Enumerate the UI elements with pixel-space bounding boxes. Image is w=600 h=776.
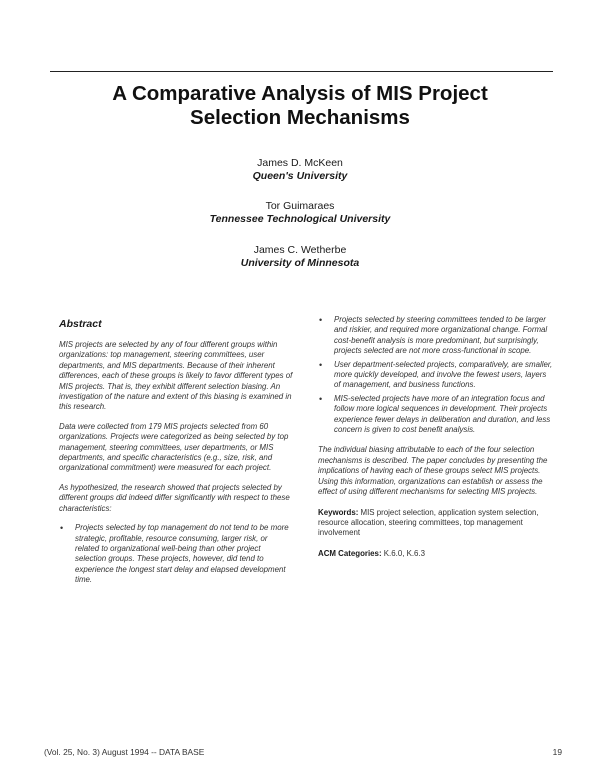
- left-column: [59, 318, 293, 596]
- abstract-heading: Abstract: [59, 318, 102, 330]
- page-number: 19: [552, 747, 562, 757]
- title-rule: [50, 71, 553, 72]
- abstract-paragraph: Data were collected from 179 MIS projects selected from 60 organizations. Projects were categorized as being selected by top management, steering committees, user departments, or MIS departments, and specific characteristics (e.g., size, risk, and organizational commitment) were measured for each project.: [59, 421, 289, 473]
- findings-list-left: [59, 523, 293, 585]
- findings-list-right: [318, 315, 554, 435]
- finding-item: • User department-selected projects, comparatively, are smaller, more quickly developed, and involve the fewest users, layers of management, and business functions.: [318, 360, 554, 391]
- paper-title: [40, 82, 560, 130]
- abstract-paragraph: As hypothesized, the research showed that projects selected by different groups did indeed differ significantly with respect to these characteristics:: [59, 482, 290, 513]
- acm-label: ACM Categories:: [318, 548, 382, 558]
- finding-item: • MIS-selected projects have more of an integration focus and follow more logical sequences in development. Their projects experience fewer delays in deliberation and duration, and less concern is given to cost benefit analysis.: [318, 394, 554, 436]
- abstract-closing: The individual biasing attributable to each of the four selection mechanisms is described. The paper concludes by presenting the implications of having each of these groups select MIS projects. Using this information, organizations can establish or assess the effect of using different mechanisms for selecting MIS projects.: [318, 445, 548, 497]
- paper-title-line-1: A Comparative Analysis of MIS Project: [112, 82, 488, 105]
- acm-text: K.6.0, K.6.3: [383, 548, 426, 558]
- footer-citation: (Vol. 25, No. 3) August 1994 -- DATA BASE: [44, 747, 205, 757]
- author-affiliation: Tennessee Technological University: [209, 213, 391, 225]
- keywords-text: MIS project selection, application system selection, resource allocation, steering committees, top management involvement: [318, 507, 539, 538]
- author-2: [100, 200, 500, 226]
- author-name: James C. Wetherbe: [253, 244, 347, 256]
- author-name: Tor Guimaraes: [265, 200, 335, 212]
- finding-item: • Projects selected by steering committees tended to be larger and riskier, and required more organizational change. Formal cost-benefit analysis is more predominant, but surprisingly, projects selected are not more cross-functional in scope.: [318, 315, 554, 357]
- keywords: [318, 508, 554, 539]
- keywords-label: Keywords:: [318, 507, 359, 517]
- author-affiliation: University of Minnesota: [240, 257, 360, 269]
- right-column: [318, 315, 554, 569]
- abstract-paragraph: MIS projects are selected by any of four different groups within organizations: top management, steering committees, user departments, and MIS departments. Because of their inherent differences, each of these groups is likely to favor different types of MIS projects. That is, they exhibit different selection biasing. An investigation of the nature and extent of this biasing is examined in this research.: [59, 340, 293, 412]
- author-affiliation: Queen's University: [252, 170, 348, 182]
- paper-title-line-2: Selection Mechanisms: [190, 106, 410, 129]
- finding-item: • Projects selected by top management do not tend to be more strategic, profitable, resource consuming, larger risk, or related to organizational well-being than other project selection groups. These projects, however, did tend to experience the longest start delay and elapsed development time.: [59, 523, 293, 585]
- author-name: James D. McKeen: [257, 157, 343, 169]
- acm-categories: [318, 549, 554, 559]
- author-3: [100, 244, 500, 270]
- author-1: [100, 157, 500, 183]
